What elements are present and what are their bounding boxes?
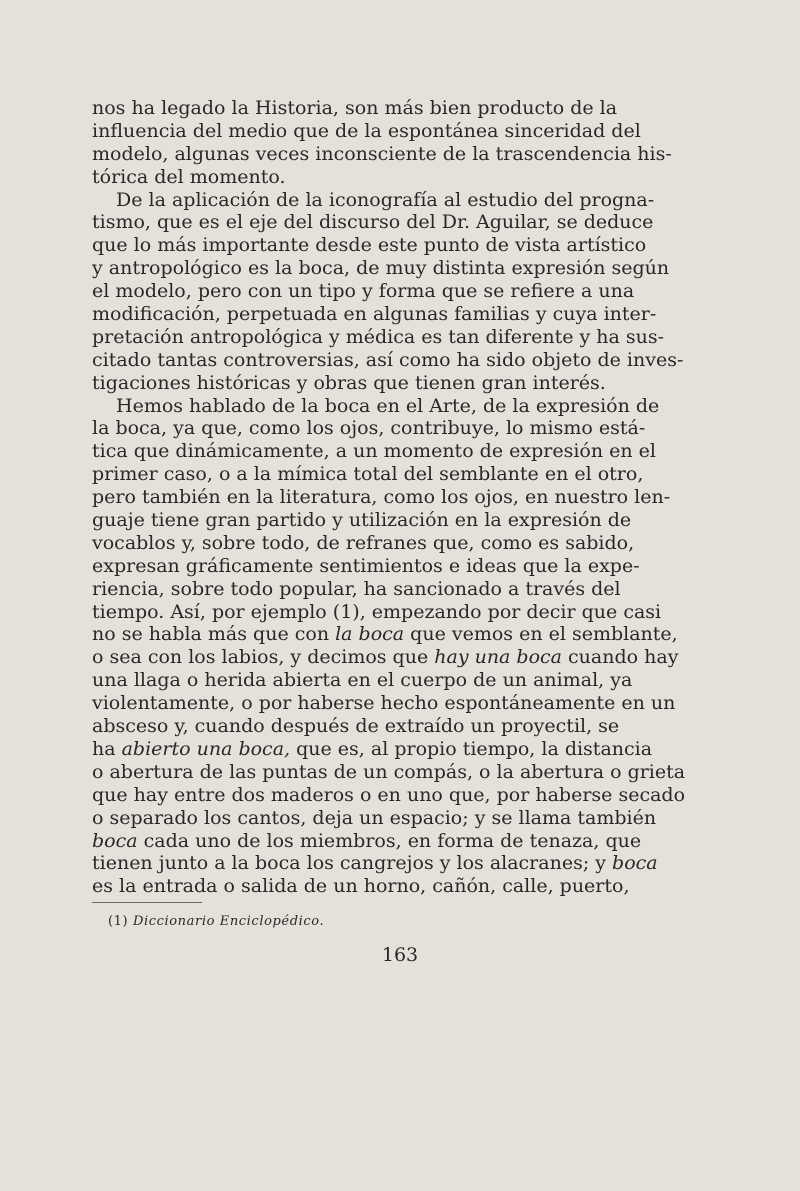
text-line: guaje tiene gran partido y utilización en la expresión de bbox=[92, 509, 632, 532]
body-text bbox=[92, 97, 686, 898]
text-line: vocablos y, sobre todo, de refranes que, como es sabido, bbox=[92, 531, 635, 554]
footnote-marker: (1) bbox=[108, 914, 129, 929]
text-line: una llaga o herida abierta en el cuerpo de un animal, ya bbox=[92, 669, 633, 692]
text-line: expresan gráficamente sentimientos e ideas que la expe- bbox=[92, 554, 640, 577]
text-line: modificación, perpetuada en algunas familias y cuya inter- bbox=[92, 303, 657, 326]
page-number: 163 bbox=[381, 944, 419, 966]
text-line: es la entrada o salida de un horno, cañón, calle, puerto, bbox=[92, 875, 630, 898]
text-line: el modelo, pero con un tipo y forma que se refiere a una bbox=[92, 280, 635, 303]
italic-phrase: hay una boca bbox=[434, 646, 562, 669]
footnote-reference: Diccionario Enciclopédico. bbox=[132, 914, 325, 929]
text-line: pretación antropológica y médica es tan diferente y ha sus- bbox=[92, 325, 665, 348]
text-line: que lo más importante desde este punto de vista artístico bbox=[92, 234, 647, 257]
text-line: influencia del medio que de la espontánea sinceridad del bbox=[92, 119, 641, 142]
italic-phrase: abierto una boca, bbox=[121, 737, 291, 760]
text-line: tórica del momento. bbox=[92, 165, 286, 188]
line-text: o sea con los labios, y decimos que bbox=[92, 646, 435, 669]
italic-phrase: la boca bbox=[335, 623, 405, 646]
italic-phrase: boca bbox=[92, 829, 138, 852]
text-line: citado tantas controversias, así como ha sido objeto de inves- bbox=[92, 348, 684, 371]
line-text: cuando hay bbox=[562, 646, 679, 669]
italic-phrase: boca bbox=[612, 852, 658, 875]
text-line: modelo, algunas veces inconsciente de la trascendencia his- bbox=[92, 142, 672, 165]
text-line: tica que dinámicamente, a un momento de expresión en el bbox=[92, 440, 656, 463]
line-text: que vemos en el semblante, bbox=[404, 623, 678, 646]
line-text: tienen junto a la boca los cangrejos y los alacranes; y bbox=[92, 852, 613, 875]
footnote-divider bbox=[92, 902, 202, 903]
text-line: pero también en la literatura, como los ojos, en nuestro len- bbox=[92, 486, 671, 509]
text-line: tigaciones históricas y obras que tienen gran interés. bbox=[92, 371, 606, 394]
text-line: o separado los cantos, deja un espacio; y se llama también bbox=[92, 806, 657, 829]
text-line bbox=[92, 829, 642, 853]
text-line: De la aplicación de la iconografía al estudio del progna- bbox=[116, 188, 655, 211]
text-line: la boca, ya que, como los ojos, contribuye, lo mismo está- bbox=[92, 417, 646, 440]
text-line: nos ha legado la Historia, son más bien producto de la bbox=[92, 97, 618, 119]
text-line bbox=[92, 737, 653, 761]
line-text: no se habla más que con bbox=[92, 623, 336, 646]
text-line bbox=[92, 623, 678, 646]
text-line: riencia, sobre todo popular, ha sancionado a través del bbox=[92, 577, 621, 600]
text-line: tismo, que es el eje del discurso del Dr. Aguilar, se deduce bbox=[92, 211, 654, 234]
text-line bbox=[92, 852, 658, 875]
text-line: Hemos hablado de la boca en el Arte, de la expresión de bbox=[116, 394, 660, 417]
line-text: ha bbox=[92, 737, 122, 760]
text-line: violentamente, o por haberse hecho espontáneamente en un bbox=[92, 692, 676, 715]
footnote bbox=[108, 914, 324, 929]
line-text: que es, al propio tiempo, la distancia bbox=[290, 737, 653, 760]
text-line: que hay entre dos maderos o en uno que, por haberse secado bbox=[92, 783, 686, 806]
text-line: tiempo. Así, por ejemplo (1), empezando por decir que casi bbox=[92, 600, 662, 623]
text-line: absceso y, cuando después de extraído un proyectil, se bbox=[92, 715, 620, 738]
text-line: y antropológico es la boca, de muy distinta expresión según bbox=[92, 257, 670, 280]
line-text: cada uno de los miembros, en forma de tenaza, que bbox=[137, 829, 642, 852]
text-line: primer caso, o a la mímica total del semblante en el otro, bbox=[92, 463, 644, 486]
text-line bbox=[92, 646, 679, 669]
text-line: o abertura de las puntas de un compás, o la abertura o grieta bbox=[92, 760, 686, 783]
